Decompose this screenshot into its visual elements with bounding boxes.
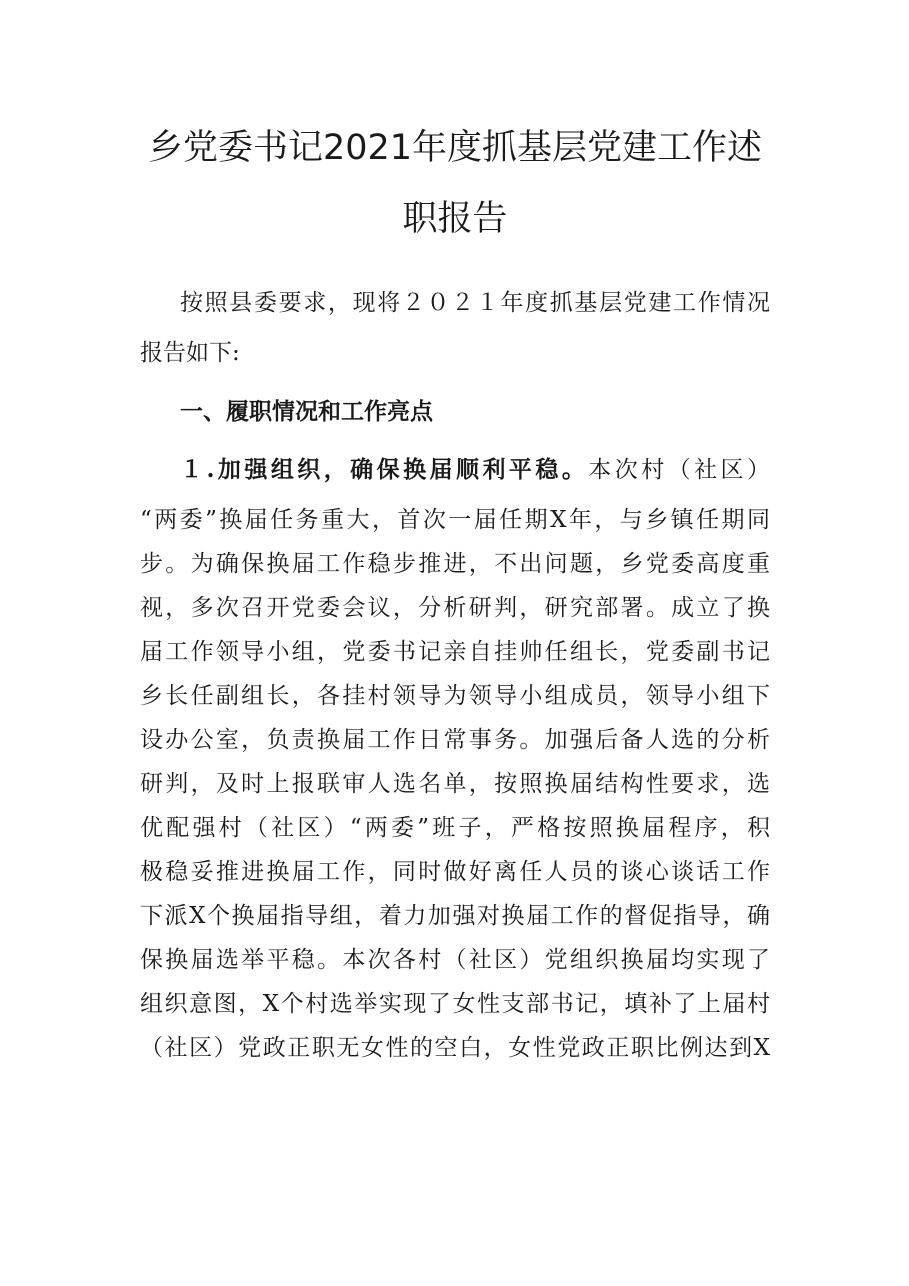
paragraph-1-line-12: 保换届选举平稳。本次各村（社区）党组织换届均实现了 [140,947,770,973]
intro-line-2: 报告如下: [140,340,240,366]
paragraph-1-line-2: “两委”换届任务重大，首次一届任期X年，与乡镇任期同 [140,507,770,533]
paragraph-1-line-13: 组织意图，X个村选举实现了女性支部书记，填补了上届村 [140,991,770,1017]
document-title-line-2: 职报告 [402,199,508,239]
paragraph-1-line-5: 届工作领导小组，党委书记亲自挂帅任组长，党委副书记 [140,639,770,665]
paragraph-1-line-11: 下派X个换届指导组，着力加强对换届工作的督促指导，确 [140,903,770,929]
paragraph-1-line-4: 视，多次召开党委会议，分析研判，研究部署。成立了换 [140,595,770,621]
paragraph-1-line-7: 设办公室，负责换届工作日常事务。加强后备人选的分析 [140,727,770,753]
paragraph-1-line-14: （社区）党政正职无女性的空白，女性党政正职比例达到X [140,1035,770,1061]
paragraph-1-line-3: 步。为确保换届工作稳步推进，不出问题，乡党委高度重 [140,551,770,577]
section-1-heading: 一、履职情况和工作亮点 [180,398,433,425]
document-title-line-1: 乡党委书记2021年度抓基层党建工作述 [147,128,763,168]
paragraph-1-line-9: 优配强村（社区）“两委”班子，严格按照换届程序，积 [140,815,770,841]
paragraph-1-line-8: 研判，及时上报联审人选名单，按照换届结构性要求，选 [140,771,770,797]
intro-line-1: 按照县委要求，现将２０２１年度抓基层党建工作情况 [180,290,770,316]
paragraph-1-line-1-rest: 本次村（社区） [588,457,771,483]
paragraph-1-lead: １.加强组织，确保换届顺利平稳。 [180,456,589,483]
paragraph-1-line-6: 乡长任副组长，各挂村领导为领导小组成员，领导小组下 [140,683,770,709]
paragraph-1-line-1 [140,455,770,485]
paragraph-1-line-10: 极稳妥推进换届工作，同时做好离任人员的谈心谈话工作 [140,859,770,885]
